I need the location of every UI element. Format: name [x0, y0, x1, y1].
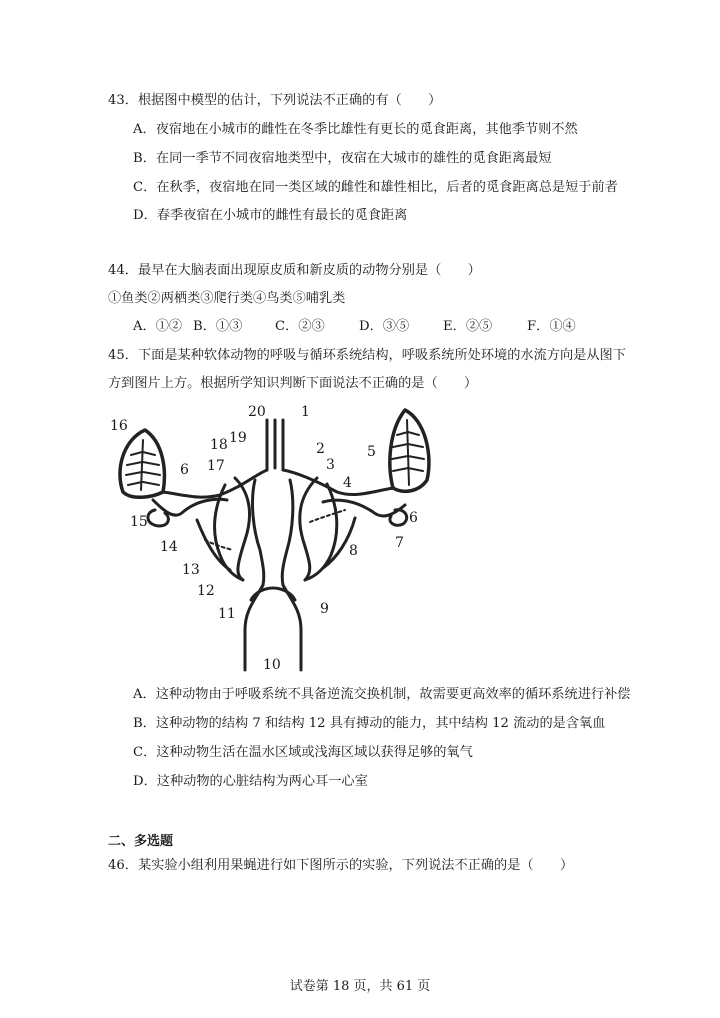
diagram-label-7: 7: [395, 535, 404, 551]
diagram-label-5: 5: [367, 444, 376, 460]
q44-items: ①鱼类②两栖类③爬行类④鸟类⑤哺乳类: [108, 291, 346, 306]
diagram-label-1: 1: [301, 404, 310, 420]
diagram-label-16: 16: [110, 418, 128, 434]
diagram-label-6-right: 6: [409, 510, 418, 526]
diagram-label-17: 17: [207, 458, 225, 474]
section-title: 二、多选题: [108, 834, 174, 849]
q44-option-b: B．①③: [193, 319, 243, 334]
q45-option-c: C．这种动物生活在温水区域或浅海区域以获得足够的氧气: [133, 745, 473, 760]
diagram-label-13: 13: [182, 562, 200, 578]
q43-stem: 43．根据图中模型的估计，下列说法不正确的有（ ）: [108, 93, 442, 108]
diagram-label-19: 19: [229, 430, 247, 446]
q46-stem: 46．某实验小组利用果蝇进行如下图所示的实验，下列说法不正确的是（ ）: [108, 858, 574, 873]
diagram-label-15: 15: [130, 514, 148, 530]
q43-option-a: A．夜宿地在小城市的雌性在冬季比雄性有更长的觅食距离，其他季节则不然: [133, 122, 578, 137]
q44-option-e: E．②⑤: [443, 319, 493, 334]
diagram-label-14: 14: [160, 539, 178, 555]
q44-stem: 44．最早在大脑表面出现原皮质和新皮质的动物分别是（ ）: [108, 263, 481, 278]
q45-option-b: B．这种动物的结构 7 和结构 12 具有搏动的能力，其中结构 12 流动的是含氧血: [133, 716, 606, 731]
q45-option-a: A．这种动物由于呼吸系统不具备逆流交换机制，故需要更高效率的循环系统进行补偿: [133, 687, 631, 702]
q43-option-d: D．春季夜宿在小城市的雌性有最长的觅食距离: [133, 208, 408, 223]
diagram-label-10: 10: [263, 657, 281, 673]
q45-option-d: D．这种动物的心脏结构为两心耳一心室: [133, 774, 368, 789]
q45-stem-line2: 方到图片上方。根据所学知识判断下面说法不正确的是（ ）: [108, 376, 478, 391]
diagram-label-20: 20: [248, 404, 266, 420]
diagram-label-11: 11: [218, 606, 236, 622]
q44-option-f: F．①④: [527, 319, 576, 334]
diagram-label-9: 9: [320, 601, 329, 617]
diagram-label-6-left: 6: [180, 462, 189, 478]
diagram-label-2: 2: [316, 441, 325, 457]
page-footer: 试卷第 18 页，共 61 页: [289, 979, 431, 994]
q44-option-a: A．①②: [133, 319, 183, 334]
mollusc-circulation-diagram: [105, 400, 435, 680]
diagram-label-18: 18: [210, 437, 228, 453]
q43-option-b: B．在同一季节不同夜宿地类型中，夜宿在大城市的雄性的觅食距离最短: [133, 151, 552, 166]
q45-stem-line1: 45．下面是某种软体动物的呼吸与循环系统结构，呼吸系统所处环境的水流方向是从图下: [108, 348, 626, 363]
diagram-label-8: 8: [349, 543, 358, 559]
diagram-label-3: 3: [326, 457, 335, 473]
diagram-label-4: 4: [343, 475, 352, 491]
diagram-label-12: 12: [197, 583, 215, 599]
q43-option-c: C．在秋季，夜宿地在同一类区域的雌性和雄性相比，后者的觅食距离总是短于前者: [133, 180, 618, 195]
q44-option-d: D．③⑤: [359, 319, 410, 334]
q44-option-c: C．②③: [275, 319, 325, 334]
